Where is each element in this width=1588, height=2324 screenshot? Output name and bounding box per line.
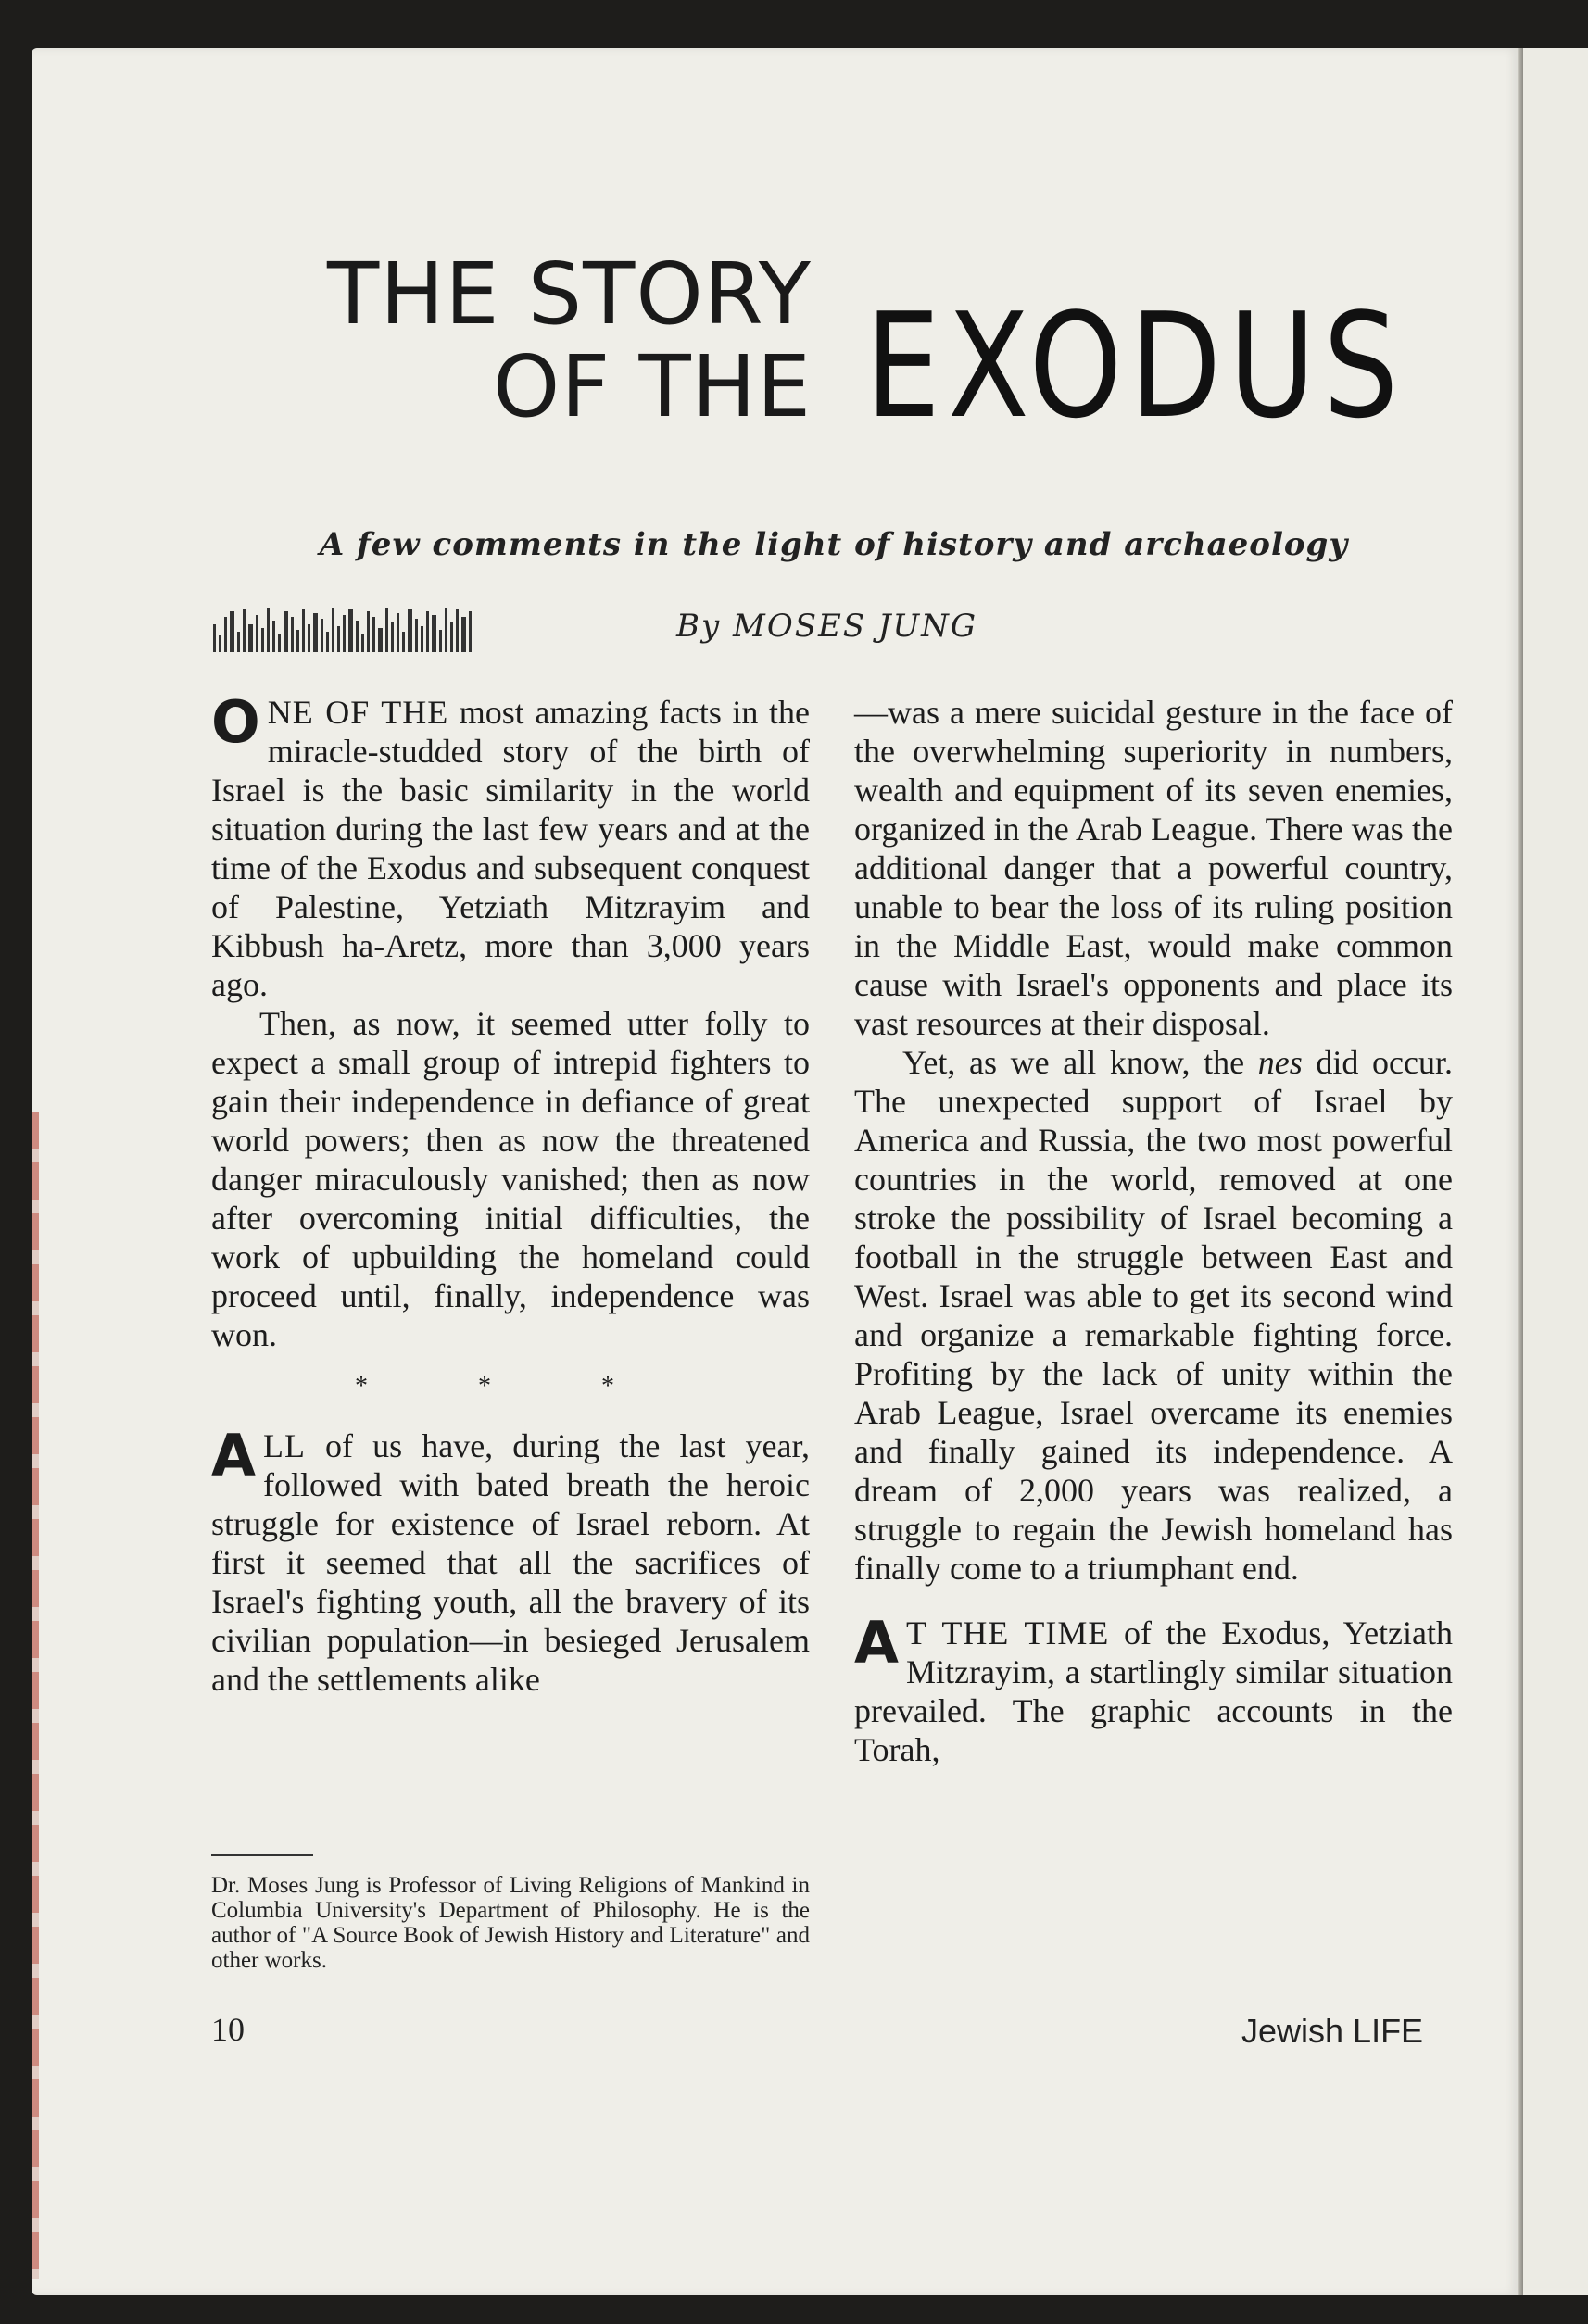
paragraph-5 (854, 1043, 1453, 1588)
footnote-rule (211, 1854, 313, 1856)
author-byline: By MOSES JUNG (676, 608, 978, 645)
paragraph-2: Then, as now, it seemed utter folly to expect a small group of intrepid fighters to gain their independence in defiance of great world powers; then as now the threatened danger miraculously vanished; then as now after overcoming initial difficulties, the work of upbuilding the homeland could proceed until, finally, independence was won. (211, 1005, 810, 1353)
section-gap (854, 1588, 1453, 1614)
drop-cap: O (211, 688, 260, 756)
running-head: Jewish LIFE (1241, 2012, 1424, 2050)
lead-in: T THE TIME (905, 1614, 1110, 1652)
page-number: 10 (211, 2011, 245, 2048)
drop-cap: A (854, 1609, 899, 1677)
paragraph-1 (211, 688, 810, 1004)
paragraph-text: most amazing facts in the miracle-studded story of the birth of Israel is the basic similarity in the world situation during the last few years and at the time of the Exodus and subsequent conquest of Palestine, Yetziath Mitzrayim and Kibbush ha-Aretz, more than 3,000 years ago. (211, 694, 810, 1003)
article-subtitle: A few comments in the light of history and archaeology (319, 526, 1349, 563)
paragraph-3 (211, 1422, 810, 1699)
paragraph-4: —was a mere suicidal gesture in the face of the overwhelming superiority in numbers, wealth and equipment of its seven enemies, organized in the Arab League. There was the additional danger that a powerful country, unable to bear the loss of its ruling position in the Middle East, would make common cause with Israel's opponents and place its vast resources at their disposal. (854, 694, 1453, 1042)
italic-word: nes (1257, 1044, 1303, 1081)
paragraph-text: Yet, as we all know, the (902, 1044, 1258, 1081)
title-line-1: THE STORY (327, 245, 812, 344)
title-line-2: OF THE (492, 337, 812, 436)
drop-cap: A (211, 1422, 256, 1489)
barcode-mark (213, 606, 532, 652)
title-main: EXODUS (865, 282, 1406, 450)
title-small-lines (278, 245, 812, 436)
text-column-left (211, 688, 810, 1699)
lead-in: LL (262, 1427, 306, 1464)
paragraph-6 (854, 1609, 1454, 1769)
paragraph-text: of us have, during the last year, followed with bated breath the heroic struggle for existence of Israel reborn. At first it seemed that all the sacrifices of Israel's fighting youth, all the bravery of its civilian population—in besieged Jerusalem and the settlements alike (211, 1427, 810, 1698)
text-column-right (854, 693, 1453, 1769)
paragraph-text: of the Exodus, Yetziath Mitzrayim, a startlingly similar situation prevailed. The graphic accounts in the Torah, (854, 1614, 1454, 1768)
lead-in: NE OF THE (267, 694, 449, 731)
section-break: * * * (355, 1372, 666, 1401)
paragraph-text: did occur. The unexpected support of Israel by America and Russia, the two most powerful countries in the world, removed at one stroke the possibility of Israel becoming a football in the struggle between East and West. Israel was able to get its second wind and organize a remarkable fighting force. Profiting by the lack of unity within the Arab League, Israel overcame its enemies and finally gained its independence. A dream of 2,000 years was realized, a struggle to regain the Jewish homeland has finally come to a triumphant end. (854, 1044, 1453, 1587)
author-footnote: Dr. Moses Jung is Professor of Living Religions of Mankind in Columbia University's Department of Philosophy. He is the author of "A Source Book of Jewish History and Literature" and other works. (211, 1873, 810, 1973)
facing-page-edge (1523, 48, 1588, 2295)
red-page-edge (32, 1112, 39, 2279)
